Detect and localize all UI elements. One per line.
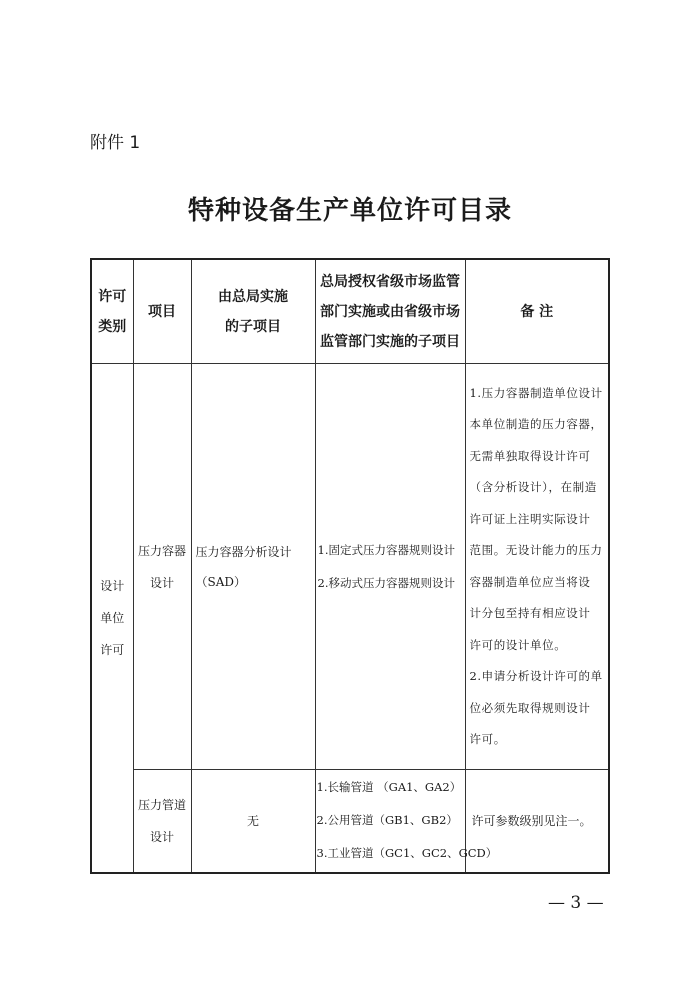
general-bureau-cell: 无 bbox=[191, 770, 315, 873]
header-general-bureau: 由总局实施 的子项目 bbox=[191, 259, 315, 364]
remarks-cell: 1.压力容器制造单位设计 本单位制造的压力容器， 无需单独取得设计许可 （含分析设计），在制造 许可证上注明实际设计 范围。无设计能力的压力 容器制造单位应当将设 计分包至持有相应设计 许可的设计单位。 2.申请分析设计许可的单 位必须先取得规则设计 许可。 bbox=[465, 364, 609, 770]
item-cell: 压力容器 设计 bbox=[133, 364, 191, 770]
header-item: 项目 bbox=[133, 259, 191, 364]
category-cell: 设计 单位 许可 bbox=[91, 364, 133, 873]
provincial-cell: 1.长输管道 （GA1、GA2） 2.公用管道（GB1、GB2） 3.工业管道（GC1、GC2、GCD） bbox=[315, 770, 465, 873]
header-remarks: 备 注 bbox=[465, 259, 609, 364]
general-bureau-cell: 压力容器分析设计 （SAD） bbox=[191, 364, 315, 770]
document-title: 特种设备生产单位许可目录 bbox=[187, 196, 512, 226]
header-provincial: 总局授权省级市场监管 部门实施或由省级市场 监管部门实施的子项目 bbox=[315, 259, 465, 364]
table-row bbox=[91, 364, 609, 770]
page-number: — 3 — bbox=[548, 893, 604, 913]
provincial-cell: 1.固定式压力容器规则设计 2.移动式压力容器规则设计 bbox=[315, 364, 465, 770]
item-cell: 压力管道 设计 bbox=[133, 770, 191, 873]
header-category: 许可 类别 bbox=[91, 259, 133, 364]
table-header-row bbox=[91, 259, 609, 364]
table-row bbox=[91, 770, 609, 873]
attachment-label: 附件 1 bbox=[90, 133, 141, 153]
remarks-cell: 许可参数级别见注一。 bbox=[465, 770, 609, 873]
license-catalog-table bbox=[90, 258, 610, 874]
